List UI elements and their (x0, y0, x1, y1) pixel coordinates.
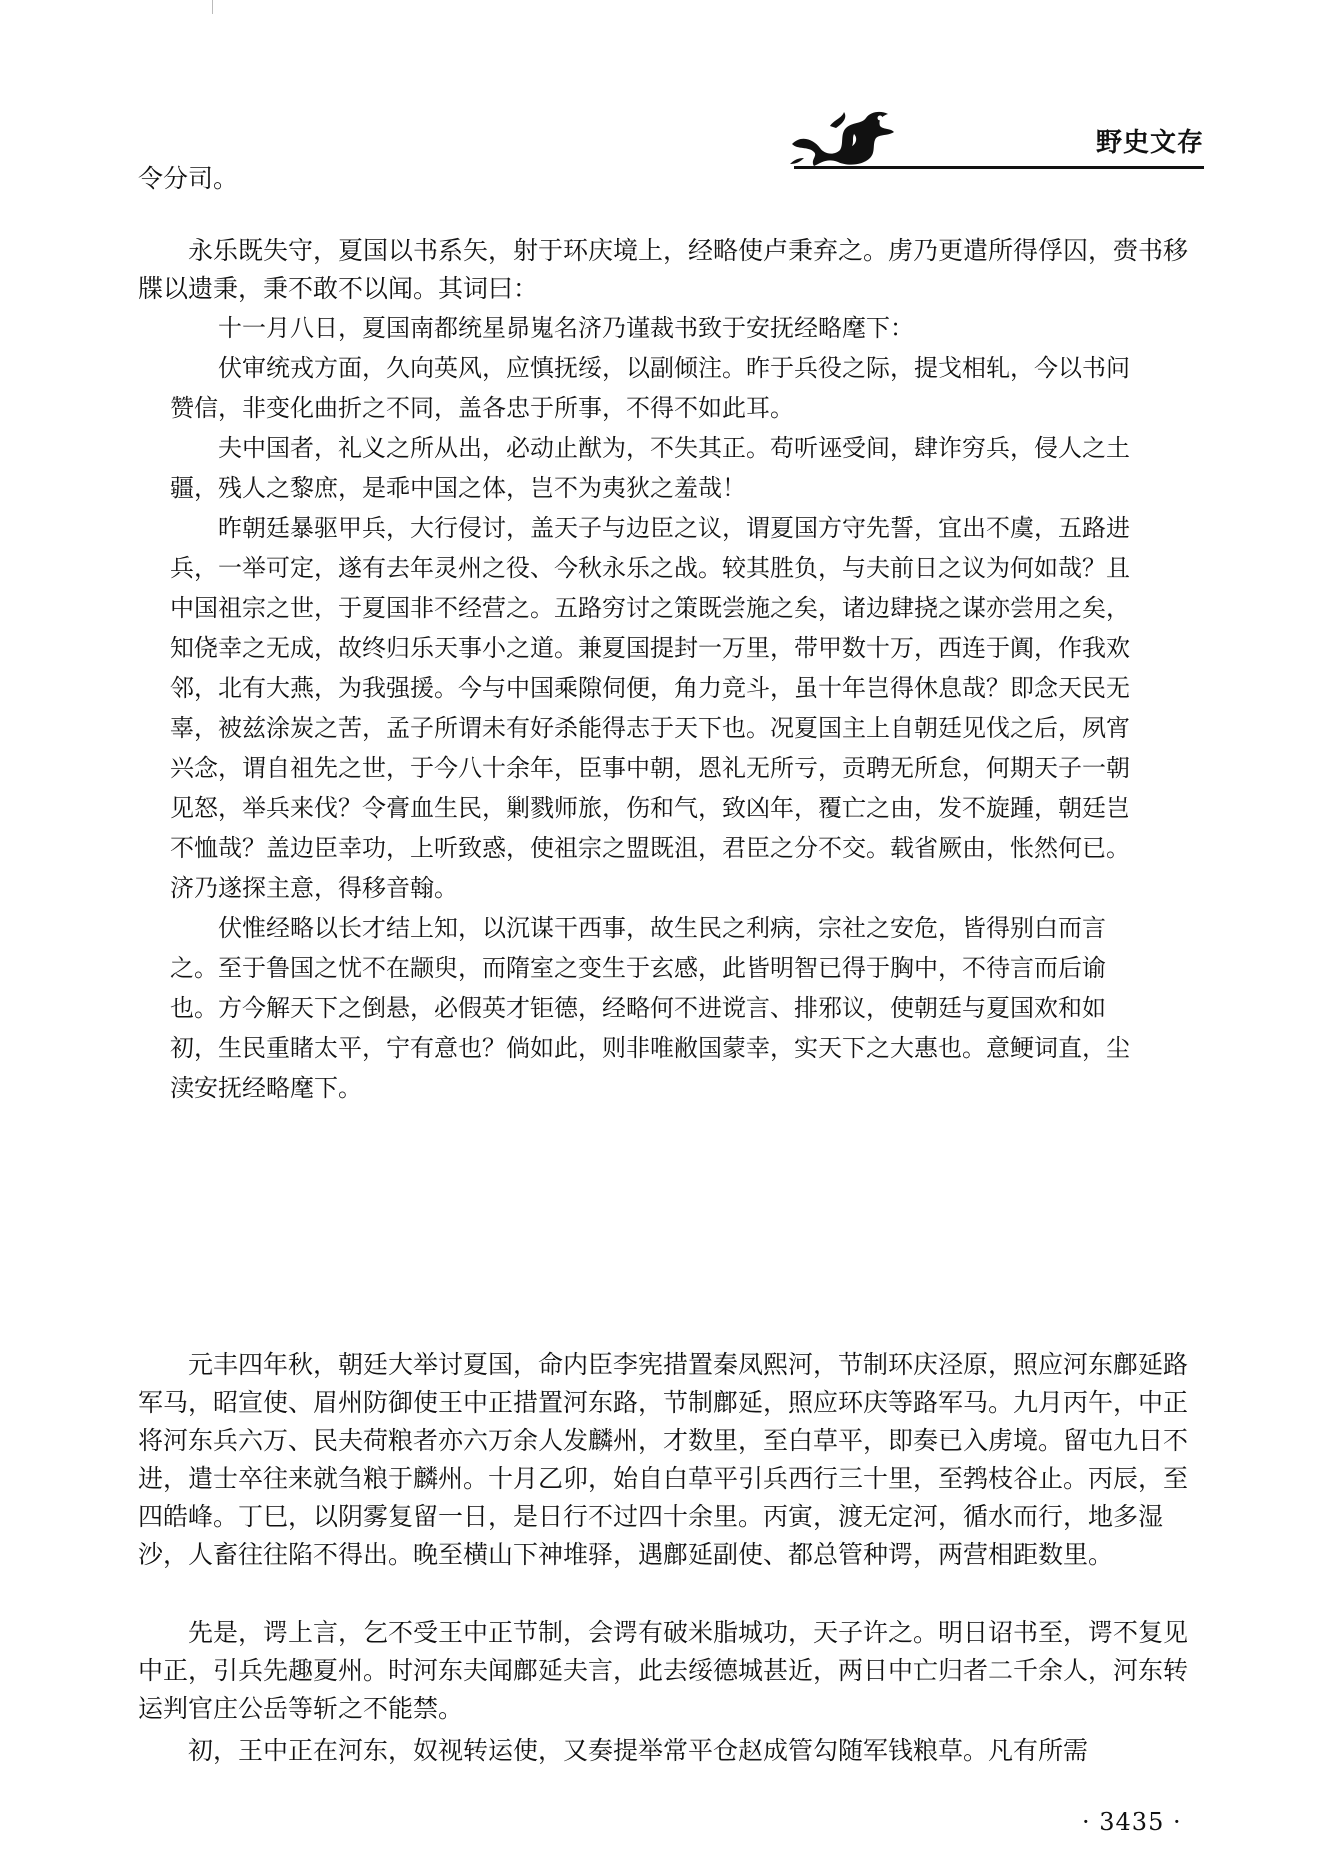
letter-salutation: 十一月八日，夏国南都统星昴嵬名济乃谨裁书致于安抚经略麾下： (218, 314, 914, 342)
paragraph-main: 元丰四年秋，朝廷大举讨夏国，命内臣李宪措置秦凤熙河，节制环庆泾原，照应河东鄜延路军马，昭宣使、眉州防御使王中正措置河东路，节制鄜延，照应环庆等路军马。九月丙午，中正将河东兵六万、民夫荷粮者亦六万余人发麟州，才数里，至白草平，即奏已入虏境。留屯九日不进，遣士卒往来就刍粮于麟州。十月乙卯，始自白草平引兵西行三十里，至鹁枝谷止。丙辰，至四皓峰。丁巳，以阴雾复留一日，是日行不过四十余里。丙寅，渡无定河，循水而行，地多湿沙，人畜往往陷不得出。晚至横山下神堆驿，遇鄜延副使、都总管种谔，两营相距数里。 (138, 1350, 1189, 1569)
letter-paragraph: 夫中国者，礼义之所从出，必动止猷为，不失其正。苟听诬受间，肆诈穷兵，侵人之土疆，残人之黎庶，是乖中国之体，岂不为夷狄之羞哉！ (170, 434, 1130, 502)
page-number: · 3435 · (1082, 1808, 1182, 1836)
paragraph-continuation: 令分司。 (138, 164, 239, 193)
letter-paragraph: 伏惟经略以长才结上知，以沉谋干西事，故生民之利病，宗社之安危，皆得别白而言之。至于鲁国之忧不在颛臾，而隋室之变生于玄感，此皆明智已得于胸中，不待言而后谕也。方今解天下之倒悬，必假英才钜德，经略何不进谠言、排邪议，使朝廷与夏国欢和如初，生民重睹太平，宁有意也？倘如此，则非唯敝国蒙幸，实天下之大惠也。意鲠词直，尘渎安抚经略麾下。 (170, 914, 1130, 1102)
paragraph-main: 初，王中正在河东，奴视转运使，又奏提举常平仓赵成管勾随军钱粮草。凡有所需 (188, 1736, 1089, 1765)
paragraph-main: 先是，谔上言，乞不受王中正节制，会谔有破米脂城功，天子许之。明日诏书至，谔不复见中正，引兵先趣夏州。时河东夫闻鄜延夫言，此去绥德城甚近，两日中亡归者二千余人，河东转运判官庄公岳等斩之不能禁。 (138, 1618, 1189, 1723)
letter-paragraph: 昨朝廷暴驱甲兵，大行侵讨，盖天子与边臣之议，谓夏国方守先誓，宜出不虞，五路进兵，一举可定，遂有去年灵州之役、今秋永乐之战。较其胜负，与夫前日之议为何如哉？且中国祖宗之世，于夏国非不经营之。五路穷讨之策既尝施之矣，诸边肆挠之谋亦尝用之矣，知侥幸之无成，故终归乐天事小之道。兼夏国提封一万里，带甲数十万，西连于阗，作我欢邻，北有大燕，为我强援。今与中国乘隙伺便，角力竞斗，虽十年岂得休息哉？即念天民无辜，被兹涂炭之苦，孟子所谓未有好杀能得志于天下也。况夏国主上自朝廷见伐之后，夙宵兴念，谓自祖先之世，于今八十余年，臣事中朝，恩礼无所亏，贡聘无所怠，何期天子一朝见怒，举兵来伐？令膏血生民，剿戮师旅，伤和气，致凶年，覆亡之由，发不旋踵，朝廷岂不恤哉？盖边臣幸功，上听致惑，使祖宗之盟既沮，君臣之分不交。载省厥由，怅然何已。济乃遂探主意，得移音翰。 (170, 514, 1130, 902)
header-title: 野史文存 (1095, 128, 1204, 158)
letter-paragraph: 伏审统戎方面，久向英风，应慎抚绥，以副倾注。昨于兵役之际，提戈相轧，今以书问赞信，非变化曲折之不同，盖各忠于所事，不得不如此耳。 (170, 354, 1130, 422)
paragraph-intro: 永乐既失守，夏国以书系矢，射于环庆境上，经略使卢秉弃之。虏乃更遣所得俘囚，赍书移牒以遗秉，秉不敢不以闻。其词曰： (138, 236, 1189, 303)
scan-artifact (212, 0, 213, 14)
quoted-letter (170, 308, 1140, 1108)
